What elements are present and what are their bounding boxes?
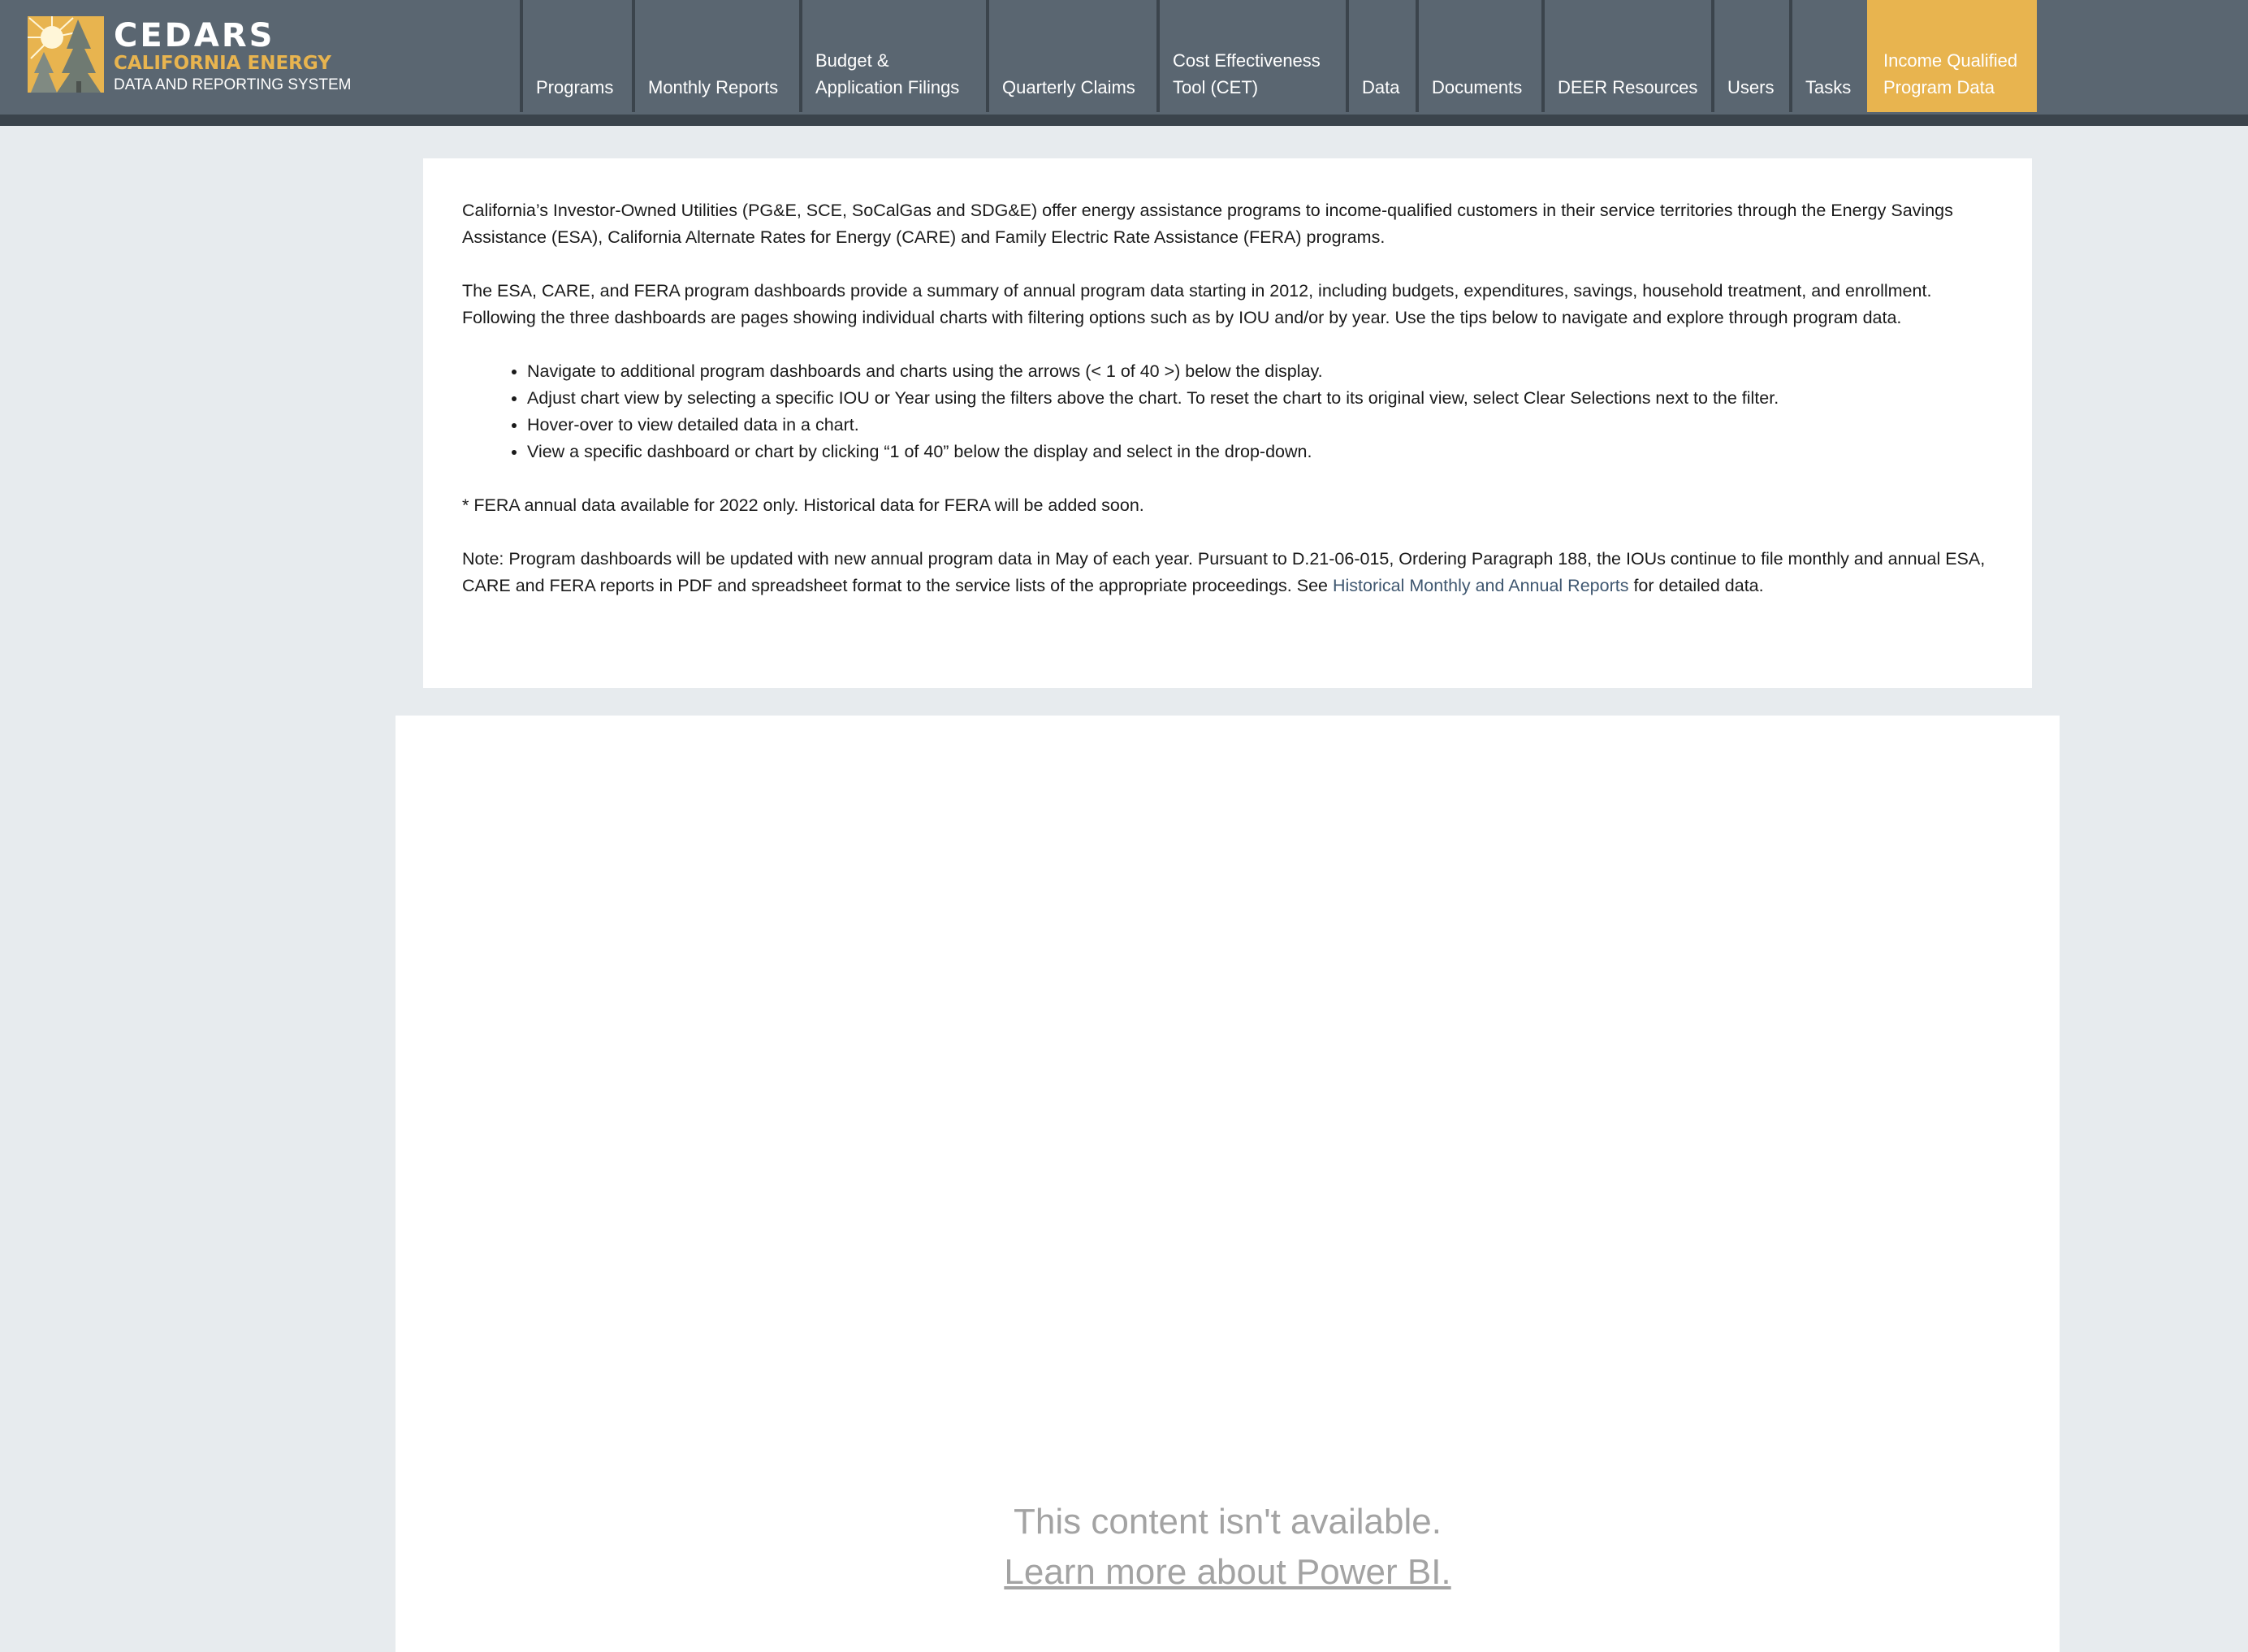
nav-programs[interactable]: Programs: [520, 0, 632, 112]
nav-data[interactable]: Data: [1346, 0, 1416, 112]
tip-item: • Adjust chart view by selecting a specific IOU or Year using the filters above the chart. To reset the chart to its original view, select Clear Selections next to the filter.: [527, 385, 1993, 412]
tip-item: • Hover-over to view detailed data in a chart.: [527, 412, 1993, 439]
intro-card: [423, 158, 2032, 688]
nav-budget-application-filings[interactable]: Budget & Application Filings: [799, 0, 986, 112]
nav-cost-effectiveness-tool[interactable]: Cost Effectiveness Tool (CET): [1156, 0, 1346, 112]
update-note-text-end: for detailed data.: [1628, 576, 1764, 595]
fera-note: * FERA annual data available for 2022 only. Historical data for FERA will be added soon.: [462, 495, 1144, 515]
nav-income-qualified-program-data[interactable]: Income Qualified Program Data: [1867, 0, 2037, 112]
update-note: [462, 546, 1993, 599]
logo-title: CEDARS: [114, 17, 275, 54]
nav-users[interactable]: Users: [1711, 0, 1789, 112]
dashboard-description: The ESA, CARE, and FERA program dashboards provide a summary of annual program data starting in 2012, including budgets, expenditures, savings, household treatment, and enrollment. Following the three dashboards are pages showing individual charts with filtering options such as by IOU and/or by year. Use the tips below to navigate and explore through program data.: [462, 281, 1932, 327]
power-bi-embed: [396, 716, 2060, 1652]
tip-item: • View a specific dashboard or chart by clicking “1 of 40” below the display and select in the drop-down.: [527, 439, 1993, 465]
nav-tasks[interactable]: Tasks: [1789, 0, 1867, 112]
site-header: [0, 0, 2248, 115]
sun-tree-logo-icon: [28, 16, 104, 93]
nav-monthly-reports[interactable]: Monthly Reports: [632, 0, 799, 112]
update-note-text: Note: Program dashboards will be updated with new annual program data in May of each year. Pursuant to D.21-06-015, Ordering Paragraph 188, the IOUs continue to file monthly and annual ESA, CARE and FERA reports in PDF and spreadsheet format to the service lists of the appropriate proceedings. See: [462, 549, 1986, 595]
tip-item: • Navigate to additional program dashboards and charts using the arrows (< 1 of 40 >) below the display.: [527, 358, 1993, 385]
learn-more-power-bi-link[interactable]: Learn more about Power BI.: [1004, 1552, 1451, 1592]
logo-tagline: DATA AND REPORTING SYSTEM: [114, 76, 352, 93]
cedars-logo[interactable]: [28, 16, 369, 97]
intro-paragraph: California’s Investor-Owned Utilities (PG&E, SCE, SoCalGas and SDG&E) offer energy assistance programs to income-qualified customers in their service territories through the Energy Savings Assistance (ESA), California Alternate Rates for Energy (CARE) and Family Electric Rate Assistance (FERA) programs.: [462, 201, 1953, 247]
content-unavailable-message: This content isn't available.: [1014, 1502, 1442, 1542]
nav-deer-resources[interactable]: DEER Resources: [1541, 0, 1711, 112]
nav-quarterly-claims[interactable]: Quarterly Claims: [986, 0, 1156, 112]
tips-list: [462, 358, 1993, 465]
nav-documents[interactable]: Documents: [1416, 0, 1541, 112]
logo-subtitle: CALIFORNIA ENERGY: [114, 53, 331, 74]
historical-reports-link[interactable]: Historical Monthly and Annual Reports: [1332, 576, 1629, 595]
header-divider: [0, 115, 2248, 126]
